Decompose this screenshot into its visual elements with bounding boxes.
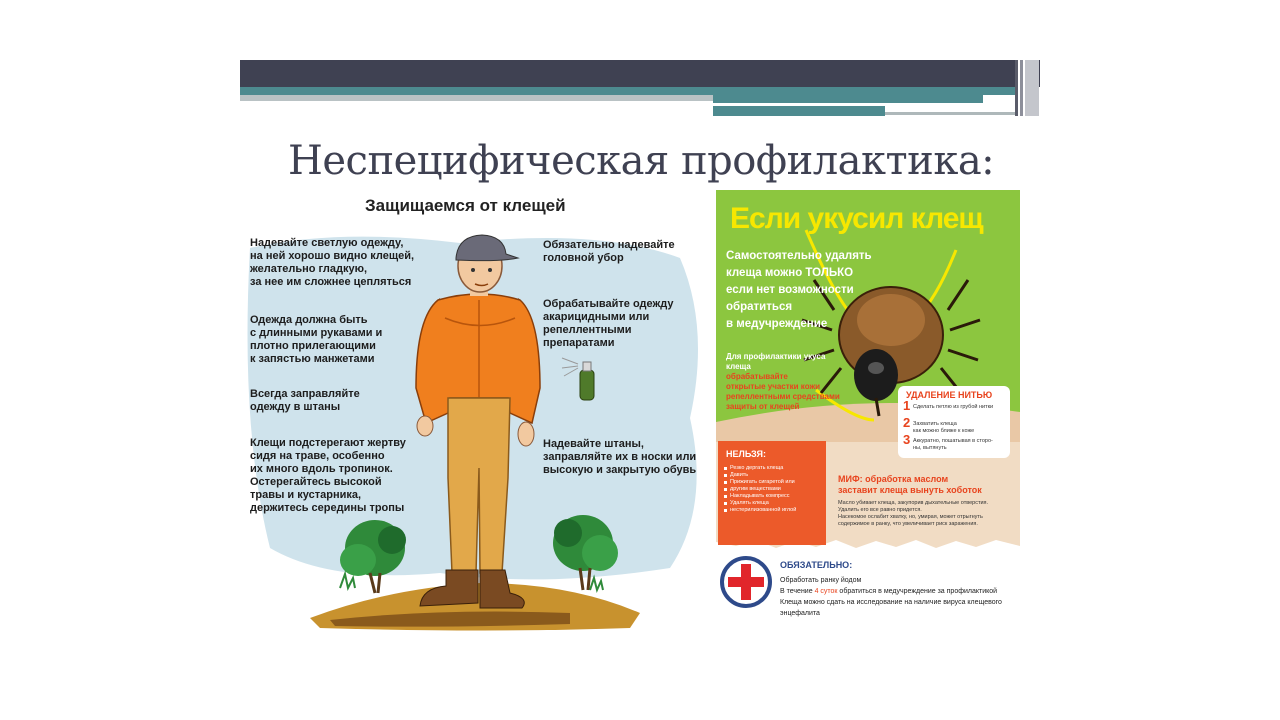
medical-cross-icon [722,558,770,606]
pants [448,398,510,573]
thread-removal-box: УДАЛЕНИЕ НИТЬЮ 1 Сделать петлю из грубой нитки 2 Захватить клеща как можно ближе к коже 3 Аккуратно, пошатывая в сторо- ны, вытянуть [898,386,1010,458]
forbidden-item: Удалять клеща [724,500,796,507]
mandatory-steps: Обработать ранку йодом В течение 4 суток обратиться в медучреждение за профилактикой Клеща можно сдать на исследование на наличие вируса клещевого энцефалита [780,577,1002,617]
forbidden-list [724,465,796,514]
header-bar-teal-step [713,106,885,116]
poster-title: Защищаемся от клещей [365,196,566,215]
forbidden-item: Давить [724,472,796,479]
header-bar-grey [240,95,713,101]
forbidden-box [718,441,826,545]
tip-treat-clothes: Обрабатывайте одежду акарицидными или репеллентными препаратами [543,298,674,349]
forbidden-item: Накладывать компресс [724,493,796,500]
header-bar-line [885,112,1025,115]
forbidden-title: НЕЛЬЗЯ: [726,449,766,459]
myth-title: МИФ: обработка маслом заставит клеща вынуть хоботок [838,474,982,495]
header-bar-dark [240,60,1040,87]
tip-tuck-in: Всегда заправляйте одежду в штаны [250,388,360,413]
header-bar-teal-short [713,95,983,103]
header-bar-end-stripes [1015,60,1039,116]
forbidden-item: Прижигать сигаретой или [724,479,796,486]
tip-trail: Клещи подстерегают жертву сидя на траве, особенно их много вдоль тропинок. Остерегайтесь высокой травы и кустарника, держитесь середины тропы [250,437,406,514]
forbidden-item: Резко дергать клеща [724,465,796,472]
forbidden-item-cont: другим веществами [724,486,796,493]
tip-headwear: Обязательно надевайте головной убор [543,239,675,264]
header-bar-teal [240,87,1023,95]
thread-removal-title: УДАЛЕНИЕ НИТЬЮ [906,390,993,400]
tip-light-clothes: Надевайте светлую одежду, на ней хорошо видно клещей, желательно гладкую, за нее им сложнее цепляться [250,237,415,288]
forbidden-item-cont: нестерилизованной иглой [724,507,796,514]
slide-title: Неспецифическая профилактика: [288,138,995,184]
poster-headline: Если укусил клещ [730,202,983,235]
tip-socks: Надевайте штаны, заправляйте их в носки или высокую и закрытую обувь [543,438,697,476]
tip-long-sleeves: Одежда должна быть с длинными рукавами и плотно прилегающими к запястью манжетами [250,314,383,365]
prophylaxis-heading: Для профилактики укуса клеща [726,352,826,371]
self-removal-warning: Самостоятельно удалять клеща можно ТОЛЬКО если нет возможности обратиться в медучреждение [726,250,872,330]
tick-bite-poster [716,190,1020,630]
mandatory-title: ОБЯЗАТЕЛЬНО: [780,560,853,570]
prophylaxis-advice: обрабатывайте открытые участки кожи репеллентными средствами защиты от клещей [726,372,840,411]
myth-explanation: Масло убивает клеща, закупорив дыхательные отверстия. Удалить его все равно придется. Насекомое ослабит хватку, но, умирая, может отрыгнуть содержимое в ранку, что увеличивает риск заражения. [838,500,989,527]
tick-protection-poster [240,188,710,638]
